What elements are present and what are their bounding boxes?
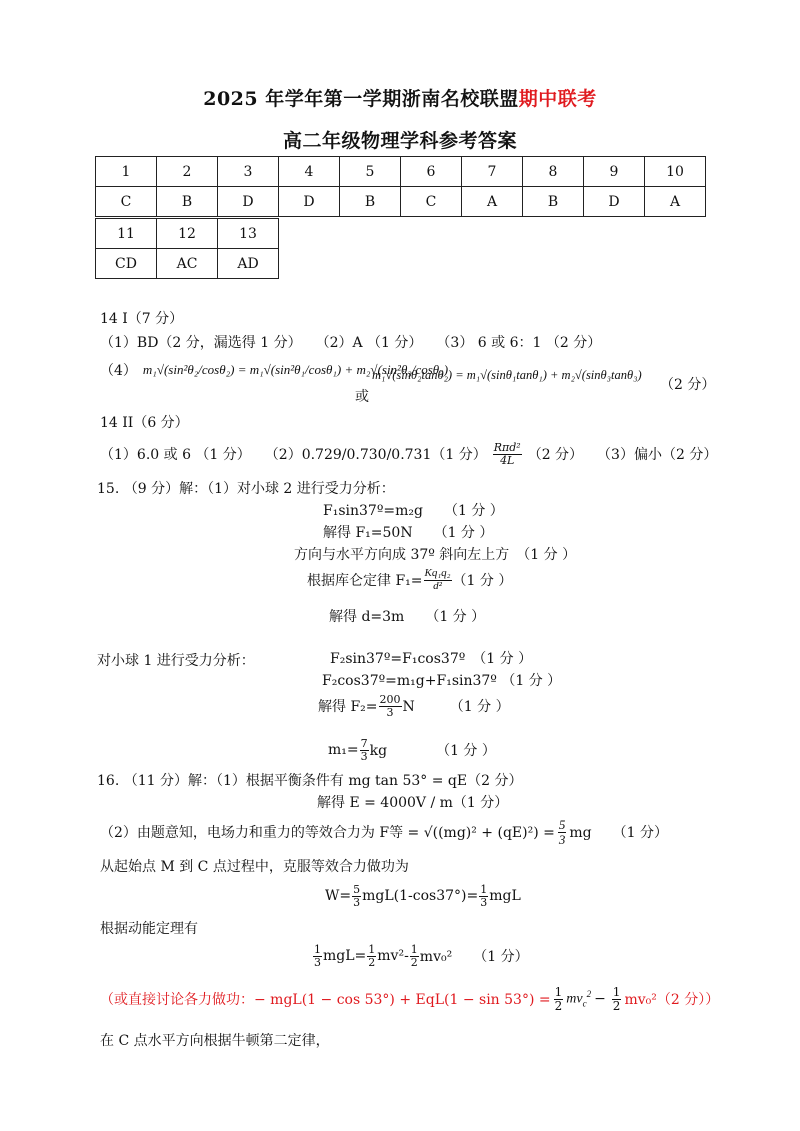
- page-title: [0, 84, 800, 111]
- table-cell: D: [218, 187, 279, 217]
- q14-1-line1: （1）BD（2 分，漏选得 1 分） （2）A （1 分） （3） 6 或 6：1 （2 分）: [100, 335, 602, 351]
- q15-l4-fraction: [424, 568, 452, 592]
- table-cell: C: [96, 187, 157, 217]
- frac-numerator: 5: [558, 817, 566, 832]
- frac-denominator: 3: [558, 831, 566, 847]
- frac-numerator: Rπd²: [493, 441, 521, 454]
- q16-l6-fraction1: [313, 944, 322, 968]
- q15-line1: F₁sin37º=m₂g （1 分 ）: [323, 503, 504, 519]
- q16-l4-c: mgL: [489, 888, 521, 905]
- q15-l9-a: m₁=: [328, 742, 359, 759]
- answer-table-2: [95, 218, 279, 279]
- table-cell: 9: [584, 157, 645, 187]
- frac-denominator: 3: [386, 705, 394, 719]
- q16-l2-fraction: [558, 818, 567, 846]
- table-row: [96, 187, 706, 217]
- frac-denominator: 2: [410, 955, 418, 969]
- q14-2-part-a: （1）6.0 或 6 （1 分） （2）0.729/0.730/0.731（1 分）: [100, 447, 487, 464]
- frac-numerator: 1: [554, 985, 563, 999]
- q16-line7: 在 C 点水平方向根据牛顿第二定律，: [100, 1033, 330, 1049]
- q15-l8-b: N （1 分 ）: [402, 699, 510, 716]
- table-cell: 8: [523, 157, 584, 187]
- q14-2-part-b: （2 分） （3）偏小（2 分）: [527, 447, 718, 464]
- q15-l8-a: 解得 F₂=: [318, 699, 378, 716]
- q15-l9-fraction: [360, 738, 369, 762]
- frac-numerator: 5: [353, 883, 361, 896]
- q16-l6-b: mgL=: [323, 948, 367, 965]
- frac-denominator: 3: [480, 895, 488, 909]
- frac-denominator: 3: [360, 749, 368, 763]
- table-cell: 2: [157, 157, 218, 187]
- q14-1-formula2: m₁√(sinθ₂tanθ₂) = m₁√(sinθ₁tanθ₁) + m₂√(sinθ₃tanθ₃): [372, 368, 642, 382]
- q15-l4-b: （1 分 ）: [452, 573, 513, 590]
- q15-line2: 解得 F₁=50N （1 分 ）: [323, 525, 494, 541]
- table-row: [96, 219, 279, 249]
- frac-numerator: 1: [314, 943, 321, 956]
- frac-denominator: d²: [433, 579, 442, 592]
- frac-denominator: 2: [368, 955, 376, 969]
- table-cell: A: [645, 187, 706, 217]
- table-cell: A: [462, 187, 523, 217]
- q16-l6-fraction3: [410, 944, 419, 968]
- q16-line5: 根据动能定理有: [100, 921, 198, 937]
- q15-l4-a: 根据库仑定律 F₁=: [307, 573, 423, 590]
- table-cell: 12: [157, 219, 218, 249]
- q15-line7: F₂cos37º=m₁g+F₁sin37º （1 分 ）: [322, 673, 562, 689]
- table-row: [96, 157, 706, 187]
- q15-line9: [328, 738, 496, 762]
- table-cell: AD: [218, 249, 279, 279]
- frac-denominator: 3: [353, 895, 361, 909]
- q16-red-fraction2: [612, 986, 622, 1012]
- table-cell: 7: [462, 157, 523, 187]
- q14-2-heading: 14 II（6 分）: [100, 415, 189, 431]
- table-cell: 13: [218, 219, 279, 249]
- q15-l9-b: kg （1 分 ）: [369, 743, 496, 760]
- q16-l6-c: mv²-: [377, 948, 409, 965]
- q14-1-prefix: （4）: [100, 363, 137, 379]
- q15-heading: 15. （9 分）解：（1）对小球 2 进行受力分析：: [97, 481, 395, 497]
- q16-l4-b: mgL(1-cos37°)=: [362, 888, 479, 905]
- table-cell: 4: [279, 157, 340, 187]
- table-cell: 3: [218, 157, 279, 187]
- table-cell: 6: [401, 157, 462, 187]
- table-cell: B: [340, 187, 401, 217]
- q16-line3: 从起始点 M 到 C 点过程中，克服等效合力做功为: [100, 859, 409, 875]
- q16-red-sup-2: 2: [586, 989, 592, 1000]
- page-subtitle: 高二年级物理学科参考答案: [282, 130, 517, 152]
- answer-table: [95, 156, 706, 217]
- q15-line4: [307, 568, 512, 592]
- table-cell: C: [401, 187, 462, 217]
- frac-denominator: 2: [554, 998, 563, 1013]
- q15-l8-fraction: [379, 694, 402, 718]
- q16-l4-a: W=: [325, 888, 352, 905]
- table-cell: AC: [157, 249, 218, 279]
- q16-line4: [325, 884, 521, 908]
- q16-red-fraction1: [554, 986, 564, 1012]
- frac-numerator: Kq₁q₂: [424, 567, 451, 579]
- q16-red-a: （或直接讨论各力做功：− mgL(1 − cos 53°) + EqL(1 − sin 53°) =: [100, 992, 551, 1009]
- q16-alt-method: [100, 986, 719, 1012]
- q15-line8: [318, 694, 510, 718]
- q16-line2: [100, 818, 668, 846]
- q14-2-line1: [100, 442, 717, 466]
- q16-red-b: [566, 989, 591, 1008]
- frac-numerator: 1: [480, 883, 488, 896]
- frac-numerator: 200: [379, 693, 401, 706]
- q16-red-d: mv₀²（2 分））: [624, 992, 720, 1009]
- q16-red-minus: −: [594, 991, 606, 1008]
- table-row: [96, 249, 279, 279]
- table-cell: D: [584, 187, 645, 217]
- q16-line1: 解得 E = 4000V / m（1 分）: [317, 795, 509, 811]
- q16-l2-a: （2）由题意知，电场力和重力的等效合力为 F等 = √((mg)² + (qE)²) =: [100, 825, 555, 842]
- table-cell: 11: [96, 219, 157, 249]
- frac-numerator: 1: [368, 943, 376, 956]
- table-cell: 1: [96, 157, 157, 187]
- q15-line3: 方向与水平方向成 37º 斜向左上方 （1 分 ）: [294, 547, 577, 563]
- q16-heading: 16. （11 分）解：（1）根据平衡条件有 mg tan 53° = qE（2 分）: [97, 773, 523, 789]
- title-main: 2025 年学年第一学期浙南名校联盟: [203, 88, 519, 110]
- q14-2-fraction: [493, 442, 522, 466]
- table-cell: 5: [340, 157, 401, 187]
- q15-line5: 解得 d=3m （1 分 ）: [329, 609, 486, 625]
- q16-l6-fraction2: [367, 944, 376, 968]
- q16-l4-fraction1: [352, 884, 361, 908]
- table-cell: B: [157, 187, 218, 217]
- frac-denominator: 4L: [500, 453, 515, 467]
- q16-red-mv: mv: [566, 992, 583, 1008]
- table-cell: CD: [96, 249, 157, 279]
- frac-numerator: 1: [410, 943, 418, 956]
- q15-part2-label: 对小球 1 进行受力分析：: [97, 653, 255, 669]
- table-cell: D: [279, 187, 340, 217]
- q16-line6: [312, 944, 529, 968]
- frac-numerator: 7: [360, 737, 368, 750]
- frac-denominator: 3: [314, 955, 321, 969]
- q16-l2-b: mg （1 分）: [569, 825, 668, 842]
- q14-1-heading: 14 I（7 分）: [100, 311, 184, 327]
- q14-1-formula1: m₁√(sin²θ₂/cosθ₂) = m₁√(sin²θ₁/cosθ₁) + m₂√(sin²θ₃/cosθ₃): [142, 362, 449, 377]
- frac-denominator: 2: [612, 998, 621, 1013]
- q16-l4-fraction2: [479, 884, 488, 908]
- q15-line6: F₂sin37º=F₁cos37º （1 分 ）: [330, 651, 533, 667]
- title-red-part: 期中联考: [518, 88, 597, 110]
- q14-1-or: 或: [355, 389, 369, 405]
- q14-1-score: （2 分）: [660, 377, 716, 393]
- frac-numerator: 1: [612, 985, 621, 999]
- q16-red-sub: c: [582, 998, 587, 1009]
- table-cell: 10: [645, 157, 706, 187]
- q16-l6-d: mv₀² （1 分）: [419, 949, 529, 966]
- table-cell: B: [523, 187, 584, 217]
